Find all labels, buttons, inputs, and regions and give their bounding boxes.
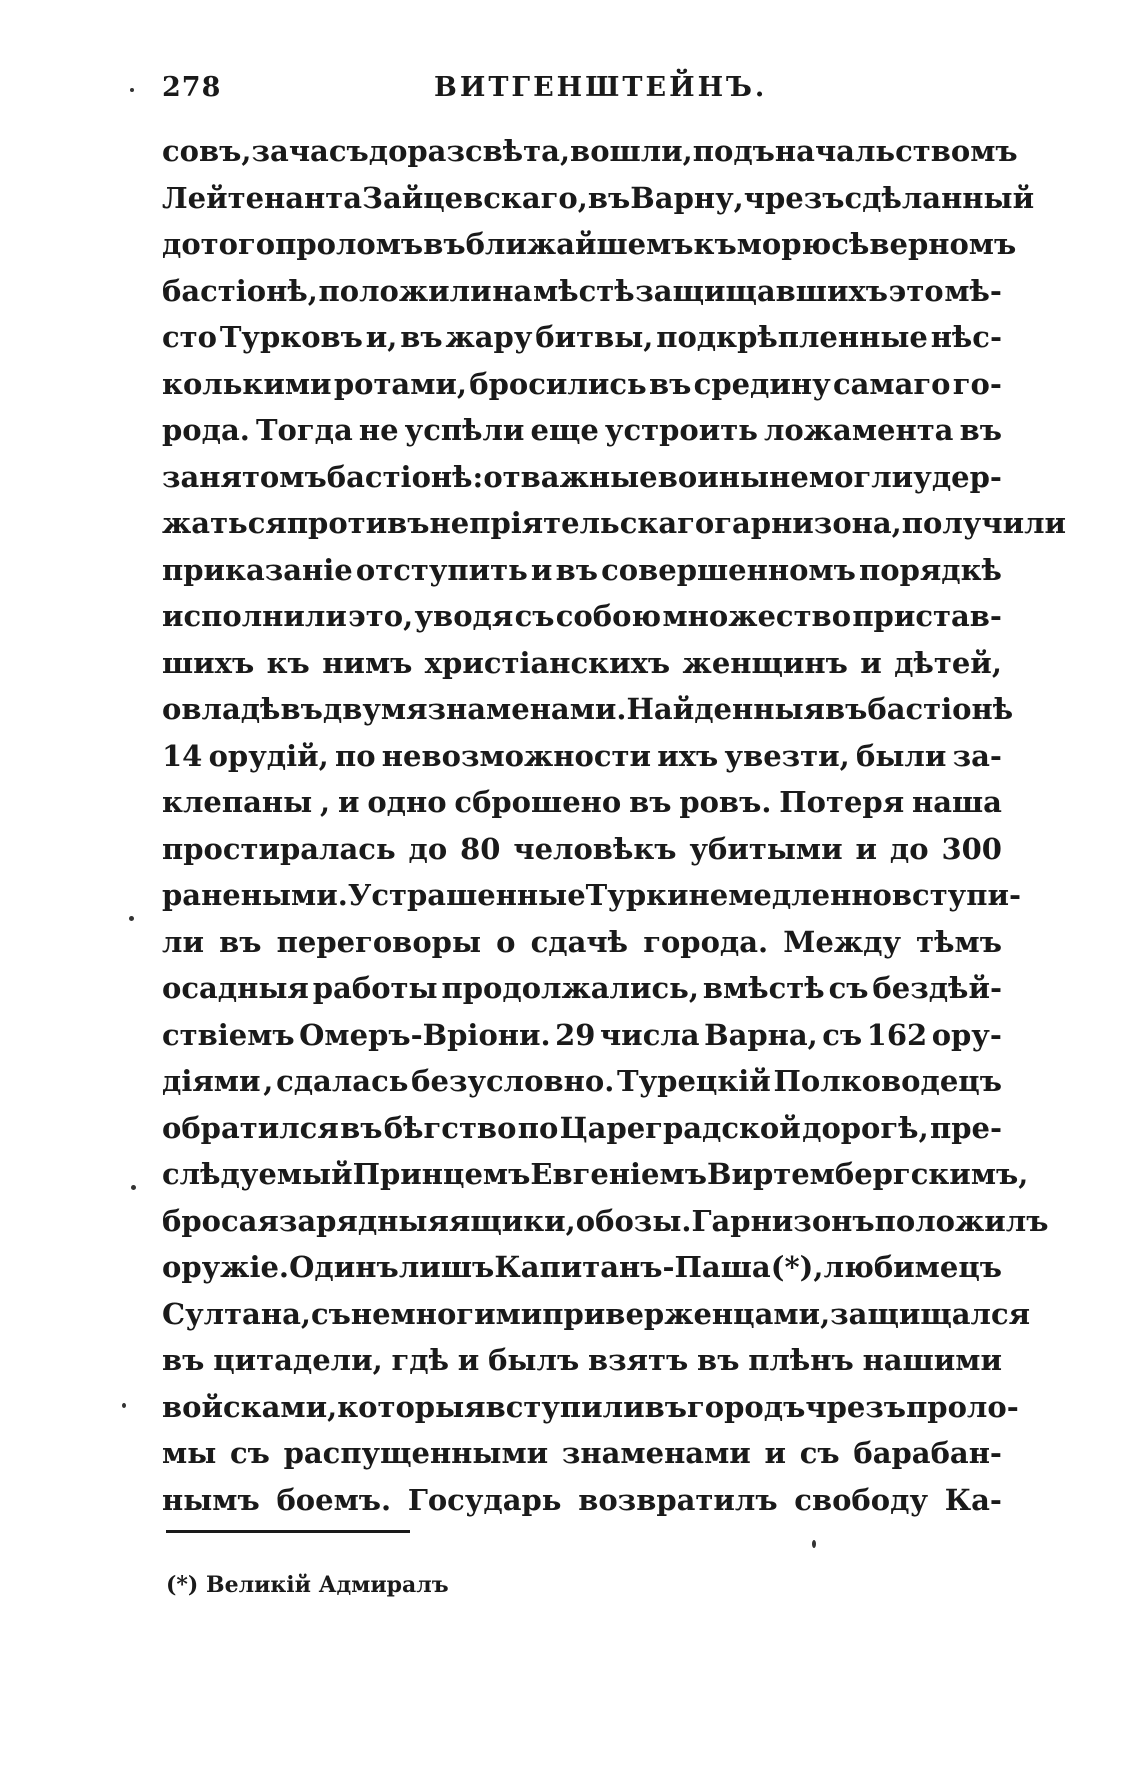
word: знаменами. bbox=[427, 692, 627, 726]
scan-speck bbox=[122, 1403, 126, 1408]
text-line bbox=[162, 547, 1002, 594]
word: еще bbox=[530, 413, 599, 447]
word: до bbox=[889, 831, 929, 866]
word: за- bbox=[952, 738, 1002, 773]
word: сдѣланный bbox=[844, 180, 1035, 215]
word: любимецъ bbox=[823, 1250, 1002, 1284]
word: въ bbox=[697, 1343, 740, 1377]
word: ровъ. bbox=[679, 785, 772, 819]
word: и bbox=[530, 552, 553, 587]
word: часъ bbox=[288, 134, 369, 168]
word: и bbox=[337, 785, 360, 819]
word: нимъ bbox=[322, 645, 413, 680]
word: бѣгство bbox=[383, 1110, 517, 1145]
word: въ bbox=[644, 1389, 688, 1424]
word: приказаніе bbox=[162, 552, 353, 587]
word: войсками, bbox=[162, 1389, 338, 1424]
word: отважные bbox=[483, 459, 658, 494]
word: ствіемъ bbox=[162, 1017, 295, 1052]
word: рода. bbox=[162, 413, 250, 447]
word: ранеными. bbox=[162, 878, 348, 912]
word: въ bbox=[219, 924, 262, 959]
word: съ bbox=[828, 971, 869, 1005]
text-line bbox=[162, 1430, 1002, 1477]
word: положилъ bbox=[874, 1203, 1049, 1238]
word: пристав- bbox=[852, 599, 1002, 633]
word: Найденныя bbox=[626, 692, 825, 726]
word: дѣтей, bbox=[894, 645, 1002, 680]
word: распущенными bbox=[283, 1436, 549, 1470]
text-line bbox=[162, 872, 1022, 919]
word: дорогѣ, bbox=[802, 1110, 929, 1145]
text-line bbox=[162, 779, 1002, 826]
text-line bbox=[162, 1058, 1002, 1105]
text-line bbox=[162, 175, 1035, 222]
word: наша bbox=[911, 785, 1002, 819]
word: 300 bbox=[941, 831, 1002, 866]
word: противъ bbox=[286, 506, 430, 540]
word: и bbox=[860, 645, 882, 680]
word: того bbox=[200, 227, 276, 261]
word: Принцемъ bbox=[352, 1157, 531, 1191]
text-line bbox=[162, 1198, 1049, 1245]
word: въ bbox=[400, 320, 443, 354]
text-line bbox=[162, 919, 1002, 966]
word: которыя bbox=[337, 1389, 486, 1424]
word: къ bbox=[266, 645, 310, 680]
word: сдачѣ bbox=[530, 924, 629, 959]
text-line bbox=[162, 407, 1002, 454]
word: отступить bbox=[355, 552, 528, 587]
text-line bbox=[162, 221, 1017, 268]
word: сдалась bbox=[276, 1064, 409, 1098]
word: начальствомъ bbox=[774, 134, 1018, 168]
word: за bbox=[251, 134, 289, 168]
word: зарядныя bbox=[278, 1203, 449, 1238]
word: съ bbox=[310, 1296, 351, 1331]
word: до bbox=[162, 227, 201, 261]
word: Между bbox=[783, 924, 902, 959]
word: орудій, bbox=[208, 738, 329, 773]
word: нѣс- bbox=[930, 320, 1002, 354]
word: подкрѣпленные bbox=[656, 320, 928, 354]
word: успѣли bbox=[404, 413, 525, 447]
word: ли bbox=[162, 924, 204, 959]
word: , bbox=[263, 1064, 274, 1098]
word: боемъ. bbox=[276, 1482, 392, 1517]
word: нашими bbox=[862, 1343, 1002, 1377]
word: совершенномъ bbox=[601, 552, 856, 587]
word: Ка- bbox=[944, 1482, 1002, 1517]
text-line bbox=[162, 268, 1002, 315]
word: въ bbox=[629, 785, 672, 819]
word: немногими bbox=[350, 1296, 543, 1331]
word: непріятельскаго bbox=[429, 506, 715, 540]
word: въ bbox=[340, 1110, 383, 1145]
word: пре- bbox=[929, 1110, 1002, 1145]
word: на bbox=[492, 273, 533, 308]
word: Турки bbox=[585, 878, 689, 912]
word: безусловно. bbox=[411, 1064, 615, 1098]
text-line bbox=[162, 733, 1002, 780]
word: множество bbox=[662, 599, 852, 633]
text-line bbox=[162, 1291, 1031, 1338]
word: защищавшихъ bbox=[635, 273, 888, 308]
word: бездѣй- bbox=[872, 971, 1002, 1005]
word: Евгеніемъ bbox=[530, 1157, 707, 1191]
word: Варна, bbox=[704, 1017, 818, 1052]
word: 29 bbox=[555, 1017, 596, 1052]
word: вступи- bbox=[891, 878, 1022, 912]
word: взятъ bbox=[587, 1343, 689, 1377]
word: ближайшемъ bbox=[465, 227, 694, 261]
text-line bbox=[162, 1384, 1019, 1431]
word: обозы. bbox=[575, 1203, 692, 1238]
word: битвы, bbox=[535, 320, 654, 354]
word: числа bbox=[599, 1017, 700, 1052]
word: о bbox=[496, 924, 516, 959]
word: до bbox=[368, 134, 408, 168]
text-line bbox=[162, 500, 1067, 547]
word: въ bbox=[649, 366, 692, 401]
word: вступили bbox=[485, 1389, 645, 1424]
word: бастіонѣ bbox=[867, 692, 1014, 726]
word: проло- bbox=[906, 1389, 1019, 1424]
word: вошли, bbox=[570, 134, 693, 168]
word: Варну, bbox=[630, 180, 744, 215]
word: Турковъ bbox=[219, 320, 363, 354]
word: нымъ bbox=[162, 1482, 260, 1517]
word: Лейтенанта bbox=[162, 180, 363, 215]
word: это bbox=[888, 273, 944, 308]
word: воины bbox=[657, 459, 770, 494]
word: Устрашенные bbox=[347, 878, 586, 912]
word: сброшено bbox=[454, 785, 622, 819]
scan-speck bbox=[129, 916, 134, 921]
footnote-rule bbox=[166, 1530, 410, 1533]
word: съ bbox=[799, 1436, 840, 1470]
word: слѣдуемый bbox=[162, 1157, 353, 1191]
word: бастіонѣ, bbox=[162, 273, 318, 308]
word: работы bbox=[312, 971, 438, 1005]
word: исполнили bbox=[162, 599, 347, 633]
word: Одинъ bbox=[289, 1250, 399, 1284]
word: осадныя bbox=[162, 971, 309, 1005]
text-line bbox=[162, 826, 1002, 873]
word: подъ bbox=[692, 134, 775, 168]
word: Тогда bbox=[255, 413, 353, 447]
running-title: ВИТГЕНШТЕЙНЪ. bbox=[434, 72, 768, 103]
word: лишъ bbox=[398, 1250, 495, 1284]
word: бастіонѣ: bbox=[326, 459, 484, 494]
word: Потеря bbox=[779, 785, 905, 819]
text-line bbox=[162, 128, 1018, 175]
word: и bbox=[457, 1343, 480, 1377]
word: съ bbox=[514, 599, 555, 633]
word: съ bbox=[229, 1436, 270, 1470]
word: не bbox=[769, 459, 809, 494]
word: жару bbox=[445, 320, 533, 354]
text-line bbox=[162, 361, 1002, 408]
word: одно bbox=[367, 785, 447, 819]
text-line bbox=[162, 314, 1002, 361]
word: получили bbox=[901, 506, 1067, 540]
word: женщинъ bbox=[682, 645, 848, 680]
word: городъ bbox=[687, 1389, 806, 1424]
word: были bbox=[855, 738, 947, 773]
word: убитыми bbox=[689, 831, 843, 866]
word: Гарнизонъ bbox=[691, 1203, 875, 1238]
word: 162 bbox=[866, 1017, 928, 1052]
word: въ bbox=[423, 227, 466, 261]
word: увезти, bbox=[724, 738, 850, 773]
word: переговоры bbox=[276, 924, 482, 959]
word: города. bbox=[643, 924, 769, 959]
word: вмѣстѣ bbox=[702, 971, 825, 1005]
text-line bbox=[162, 1105, 1002, 1152]
word: тѣмъ bbox=[916, 924, 1002, 959]
text-line bbox=[162, 1244, 1002, 1291]
word: мы bbox=[162, 1436, 217, 1470]
word: продолжались, bbox=[441, 971, 699, 1005]
word: ротами, bbox=[333, 366, 468, 401]
word: защищался bbox=[830, 1296, 1031, 1331]
word: ложамента bbox=[763, 413, 954, 447]
word: оружіе. bbox=[162, 1250, 290, 1284]
word: былъ bbox=[488, 1343, 580, 1377]
word: , bbox=[320, 785, 331, 819]
word: совъ, bbox=[162, 134, 252, 168]
word: разсвѣта, bbox=[407, 134, 571, 168]
word: гарнизона, bbox=[714, 506, 902, 540]
scan-speck bbox=[812, 1540, 816, 1548]
footnote: (*) Великій Адмиралъ bbox=[166, 1572, 449, 1598]
text-line bbox=[162, 454, 1002, 501]
word: возвратилъ bbox=[578, 1482, 778, 1517]
word: средину bbox=[693, 366, 831, 401]
word: бросая bbox=[162, 1203, 279, 1238]
word: знаменами bbox=[561, 1436, 751, 1470]
word: въ bbox=[959, 413, 1002, 447]
word: это, bbox=[348, 599, 414, 633]
word: го- bbox=[952, 366, 1002, 401]
body-text bbox=[162, 128, 1067, 1523]
word: шихъ bbox=[162, 645, 255, 680]
word: ихъ bbox=[657, 738, 719, 773]
text-line bbox=[162, 1477, 1002, 1524]
word: жаться bbox=[162, 506, 287, 540]
word: свободу bbox=[794, 1482, 929, 1517]
word: Султана, bbox=[162, 1296, 311, 1331]
word: въ bbox=[824, 692, 868, 726]
word: мѣстѣ bbox=[533, 273, 635, 308]
word: съ bbox=[822, 1017, 863, 1052]
word: устроить bbox=[604, 413, 758, 447]
word: порядкѣ bbox=[859, 552, 1002, 587]
scan-speck bbox=[130, 88, 134, 92]
word: чрезъ bbox=[743, 180, 845, 215]
word: чрезъ bbox=[805, 1389, 907, 1424]
word: Турецкій bbox=[617, 1064, 771, 1098]
word: не bbox=[358, 413, 399, 447]
word: гдѣ bbox=[391, 1343, 449, 1377]
word: немедленно bbox=[688, 878, 892, 912]
word: до bbox=[408, 831, 448, 866]
word: 80 bbox=[460, 831, 501, 866]
word: въ bbox=[587, 180, 631, 215]
word: по bbox=[517, 1110, 559, 1145]
word: Виртембергскимъ, bbox=[706, 1157, 1029, 1191]
word: колькими bbox=[162, 366, 332, 401]
word: уводя bbox=[414, 599, 514, 633]
word: овладѣвъ bbox=[162, 692, 323, 726]
word: и bbox=[764, 1436, 787, 1470]
word: христіанскихъ bbox=[424, 645, 671, 680]
word: Омеръ-Вріони. bbox=[299, 1017, 551, 1052]
word: морю bbox=[736, 227, 832, 261]
word: цитадели, bbox=[213, 1343, 383, 1377]
text-line bbox=[162, 1337, 1002, 1384]
word: въ bbox=[555, 552, 598, 587]
text-line bbox=[162, 965, 1002, 1012]
word: клепаны bbox=[162, 785, 313, 819]
word: обратился bbox=[162, 1110, 339, 1145]
word: плѣнъ bbox=[748, 1343, 854, 1377]
word: занятомъ bbox=[162, 459, 327, 494]
word: удер- bbox=[913, 459, 1002, 494]
word: ору- bbox=[931, 1017, 1002, 1052]
word: невозможности bbox=[381, 738, 651, 773]
text-line bbox=[162, 593, 1002, 640]
word: собою bbox=[555, 599, 662, 633]
page-header bbox=[162, 72, 1002, 112]
word: по bbox=[334, 738, 376, 773]
word: и bbox=[855, 831, 877, 866]
word: сѣверномъ bbox=[831, 227, 1017, 261]
word: Полководецъ bbox=[773, 1064, 1002, 1098]
word: сто bbox=[162, 320, 217, 354]
text-line bbox=[162, 1151, 1029, 1198]
word: Капитанъ-Паша bbox=[494, 1250, 771, 1284]
word: Зайцевскаго, bbox=[362, 180, 588, 215]
word: мѣ- bbox=[944, 273, 1002, 308]
word: и, bbox=[365, 320, 398, 354]
text-line bbox=[162, 1012, 1002, 1059]
word: барабан- bbox=[853, 1436, 1002, 1470]
word: простиралась bbox=[162, 831, 396, 866]
page-number: 278 bbox=[162, 72, 222, 103]
word: приверженцами, bbox=[542, 1296, 831, 1331]
word: двумя bbox=[322, 692, 428, 726]
word: ящики, bbox=[448, 1203, 576, 1238]
word: Государь bbox=[407, 1482, 562, 1517]
word: въ bbox=[162, 1343, 205, 1377]
word: (*), bbox=[770, 1250, 824, 1284]
word: діями bbox=[162, 1064, 261, 1098]
word: человѣкъ bbox=[513, 831, 677, 866]
word: положили bbox=[318, 273, 492, 308]
text-line bbox=[162, 686, 1014, 733]
word: Цареградской bbox=[559, 1110, 801, 1145]
word: 14 bbox=[162, 738, 203, 773]
text-line bbox=[162, 640, 1002, 687]
word: къ bbox=[693, 227, 737, 261]
scan-speck bbox=[131, 1185, 136, 1190]
word: проломъ bbox=[275, 227, 424, 261]
word: могли bbox=[808, 459, 914, 494]
word: бросились bbox=[469, 366, 647, 401]
word: самаго bbox=[832, 366, 951, 401]
